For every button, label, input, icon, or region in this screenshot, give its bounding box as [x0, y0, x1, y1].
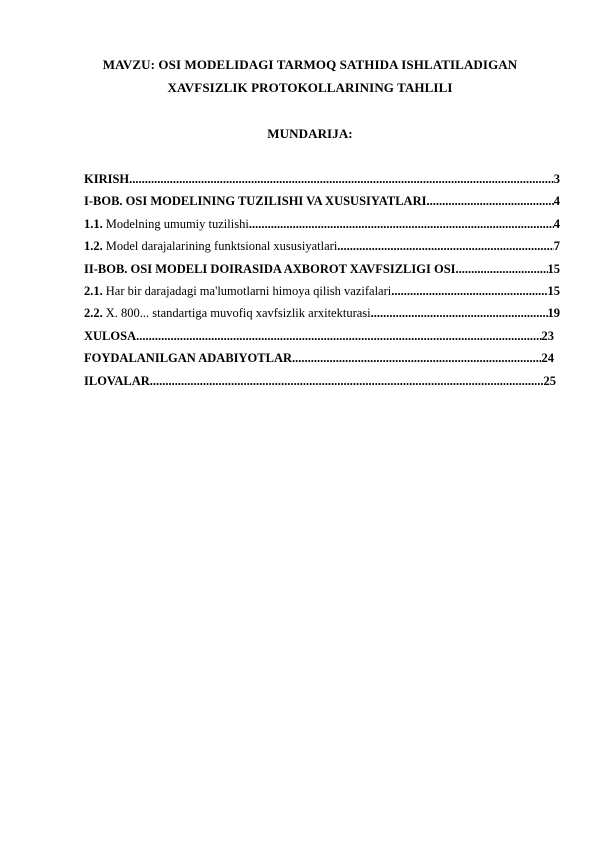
toc-entry-page: 15 [547, 283, 560, 298]
toc-entry-number: 1.1. [84, 216, 103, 231]
toc-leader-dots [292, 351, 541, 366]
toc-entry-page: 7 [553, 239, 560, 254]
toc-leader-dots [150, 374, 544, 389]
toc-entry [84, 262, 560, 284]
toc-entry [84, 329, 560, 351]
toc-entry-page: 15 [547, 261, 560, 276]
toc-entry [84, 374, 560, 396]
toc-leader-dots [129, 172, 554, 187]
toc-entry [84, 284, 560, 306]
toc-entry-label: Har bir darajadagi ma'lumotlarni himoya qilish vazifalari [105, 283, 392, 298]
document-title-line-2: XAVFSIZLIK PROTOKOLLARINING TAHLILI [167, 80, 453, 95]
toc-entry-label: I-BOB. OSI MODELINING TUZILISHI VA XUSUSIYATLARI [84, 194, 427, 209]
toc-entry [84, 217, 560, 239]
toc-entry-label: ILOVALAR [84, 373, 150, 388]
toc-entry-page: 19 [547, 306, 560, 321]
document-title-line-1: MAVZU: OSI MODELIDAGI TARMOQ SATHIDA ISHLATILADIGAN [102, 57, 518, 72]
toc-entry-label: KIRISH [84, 172, 130, 186]
toc-entry [84, 351, 560, 373]
toc-entry-page: 3 [553, 172, 560, 186]
toc-entry [84, 239, 560, 261]
toc-leader-dots [249, 217, 554, 232]
toc-entry [84, 194, 560, 216]
toc-leader-dots [426, 194, 553, 209]
toc-entry-page: 4 [553, 216, 560, 231]
toc-entry-number: 1.2. [84, 239, 103, 254]
toc-leader-dots [456, 262, 548, 277]
toc-entry-page: 25 [543, 373, 556, 388]
toc-entry-label: II-BOB. OSI MODELI DOIRASIDA AXBOROT XAVFSIZLIGI OSI [84, 261, 456, 276]
toc-entry-number: 2.1. [84, 283, 103, 298]
toc-entry-label: XULOSA [84, 328, 137, 343]
toc-entry-page: 4 [553, 194, 560, 209]
toc-entry-page: 24 [541, 351, 554, 366]
toc-leader-dots [136, 329, 541, 344]
contents-heading: MUNDARIJA: [267, 126, 353, 141]
toc-entry-label: FOYDALANILGAN ADABIYOTLAR [84, 351, 293, 366]
toc-entry-page: 23 [541, 328, 554, 343]
toc-entry [84, 306, 560, 328]
toc-leader-dots [391, 284, 547, 299]
table-of-contents [84, 172, 560, 396]
toc-entry [84, 172, 560, 194]
toc-leader-dots [371, 306, 548, 321]
toc-entry-label: Model darajalarining funktsional xususiyatlari [105, 239, 338, 254]
toc-entry-label: Modelning umumiy tuzilishi [105, 216, 249, 231]
toc-leader-dots [337, 239, 553, 254]
toc-entry-label: X. 800... standartiga muvofiq xavfsizlik arxitekturasi [105, 306, 371, 321]
toc-entry-number: 2.2. [84, 306, 103, 321]
